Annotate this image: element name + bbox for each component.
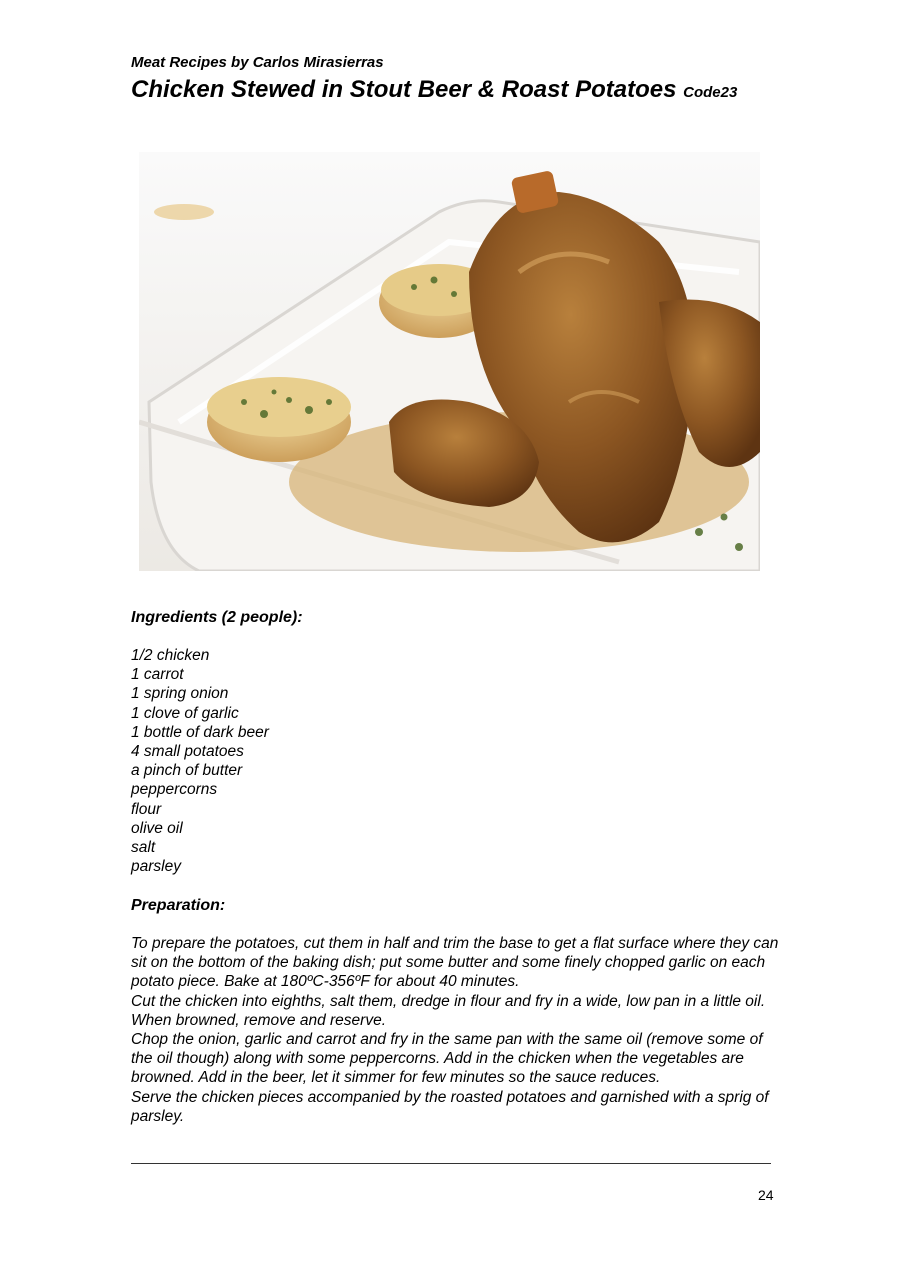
- ingredient-item: olive oil: [131, 819, 183, 837]
- ingredient-item: peppercorns: [131, 781, 218, 799]
- ingredient-item: a pinch of butter: [131, 762, 243, 780]
- preparation-paragraph: Cut the chicken into eighths, salt them, dredge in flour and fry in a wide, low pan in a little oil. When browned, remove and reserve.: [131, 992, 766, 1029]
- ingredients-list: [131, 646, 269, 876]
- ingredient-item: parsley: [131, 858, 181, 876]
- ingredient-item: 1 carrot: [131, 666, 184, 684]
- ingredient-item: 4 small potatoes: [131, 743, 244, 761]
- chicken-dish-illustration: [139, 152, 760, 571]
- ingredient-item: 1/2 chicken: [131, 647, 210, 664]
- ingredient-item: salt: [131, 839, 156, 857]
- preparation-paragraph: To prepare the potatoes, cut them in half and trim the base to get a flat surface where they can sit on the bottom of the baking dish; put some butter and some finely chopped garlic on each potato piece. Bake at 180ºC-356ºF for about 40 minutes.: [131, 935, 779, 991]
- recipe-title: [131, 75, 737, 108]
- preparation-text: [131, 934, 781, 1126]
- ingredient-item: 1 spring onion: [131, 685, 229, 703]
- recipe-code: Code23: [683, 84, 738, 101]
- ingredient-item: 1 bottle of dark beer: [131, 723, 269, 741]
- ingredient-item: flour: [131, 800, 162, 818]
- preparation-paragraph: Serve the chicken pieces accompanied by the roasted potatoes and garnished with a sprig of parsley.: [131, 1088, 769, 1125]
- preparation-heading: Preparation:: [131, 897, 226, 914]
- book-series-title: Meat Recipes by Carlos Mirasierras: [131, 54, 384, 71]
- recipe-title-text: Chicken Stewed in Stout Beer & Roast Potatoes: [131, 76, 677, 103]
- page-number: 24: [758, 1187, 774, 1203]
- ingredients-heading: Ingredients (2 people):: [131, 609, 303, 626]
- preparation-paragraph: Chop the onion, garlic and carrot and fry in the same pan with the same oil (remove some of the oil though) along with some peppercorns. Add in the chicken when the vegetables are browned. Add in the beer, let it simmer for few minutes so the sauce reduces.: [131, 1031, 763, 1087]
- recipe-photo: [139, 152, 760, 571]
- footer-divider: [131, 1163, 771, 1164]
- ingredient-item: 1 clove of garlic: [131, 704, 239, 722]
